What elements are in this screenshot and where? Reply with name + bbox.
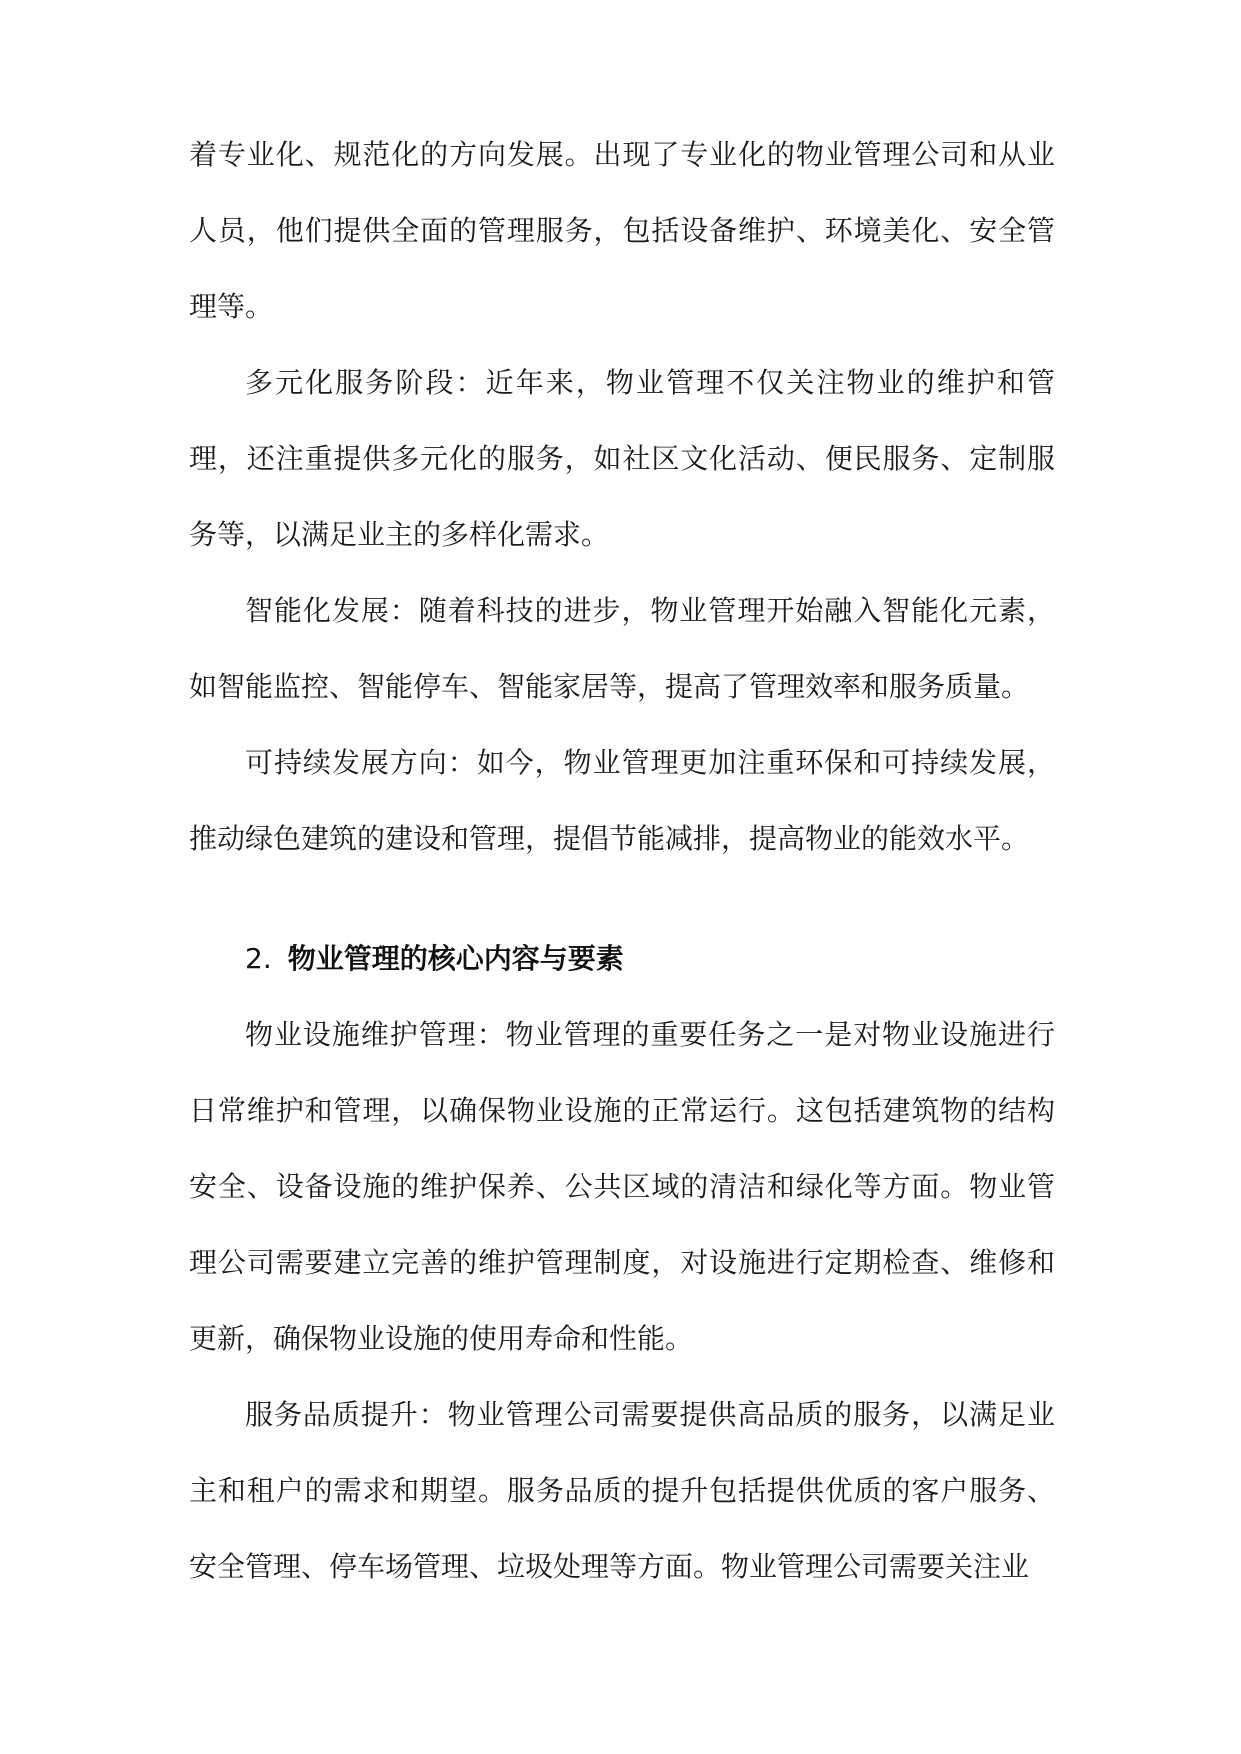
section-number: 2. [245, 942, 272, 975]
document-body-bottom [189, 997, 1055, 1605]
section-heading [189, 921, 1055, 997]
section-title: 物业管理的核心内容与要素 [287, 942, 624, 975]
paragraph-continued: 着专业化、规范化的方向发展。出现了专业化的物业管理公司和从业人员，他们提供全面的管理服务，包括设备维护、环境美化、安全管理等。 [189, 138, 1055, 323]
paragraph-diversified-services: 多元化服务阶段：近年来，物业管理不仅关注物业的维护和管理，还注重提供多元化的服务，如社区文化活动、便民服务、定制服务等，以满足业主的多样化需求。 [189, 366, 1055, 551]
paragraph-service-quality: 服务品质提升：物业管理公司需要提供高品质的服务，以满足业主和租户的需求和期望。服务品质的提升包括提供优质的客户服务、安全管理、停车场管理、垃圾处理等方面。物业管理公司需要关注业 [189, 1398, 1055, 1583]
paragraph-sustainable-development: 可持续发展方向：如今，物业管理更加注重环保和可持续发展，推动绿色建筑的建设和管理，提倡节能减排，提高物业的能效水平。 [189, 746, 1055, 855]
section-heading-block [189, 921, 1055, 997]
document-body-top [189, 117, 1055, 877]
paragraph-intelligent-development: 智能化发展：随着科技的进步，物业管理开始融入智能化元素，如智能监控、智能停车、智能家居等，提高了管理效率和服务质量。 [189, 594, 1055, 703]
paragraph-facility-maintenance: 物业设施维护管理：物业管理的重要任务之一是对物业设施进行日常维护和管理，以确保物业设施的正常运行。这包括建筑物的结构安全、设备设施的维护保养、公共区域的清洁和绿化等方面。物业管理公司需要建立完善的维护管理制度，对设施进行定期检查、维修和更新，确保物业设施的使用寿命和性能。 [189, 1018, 1055, 1355]
